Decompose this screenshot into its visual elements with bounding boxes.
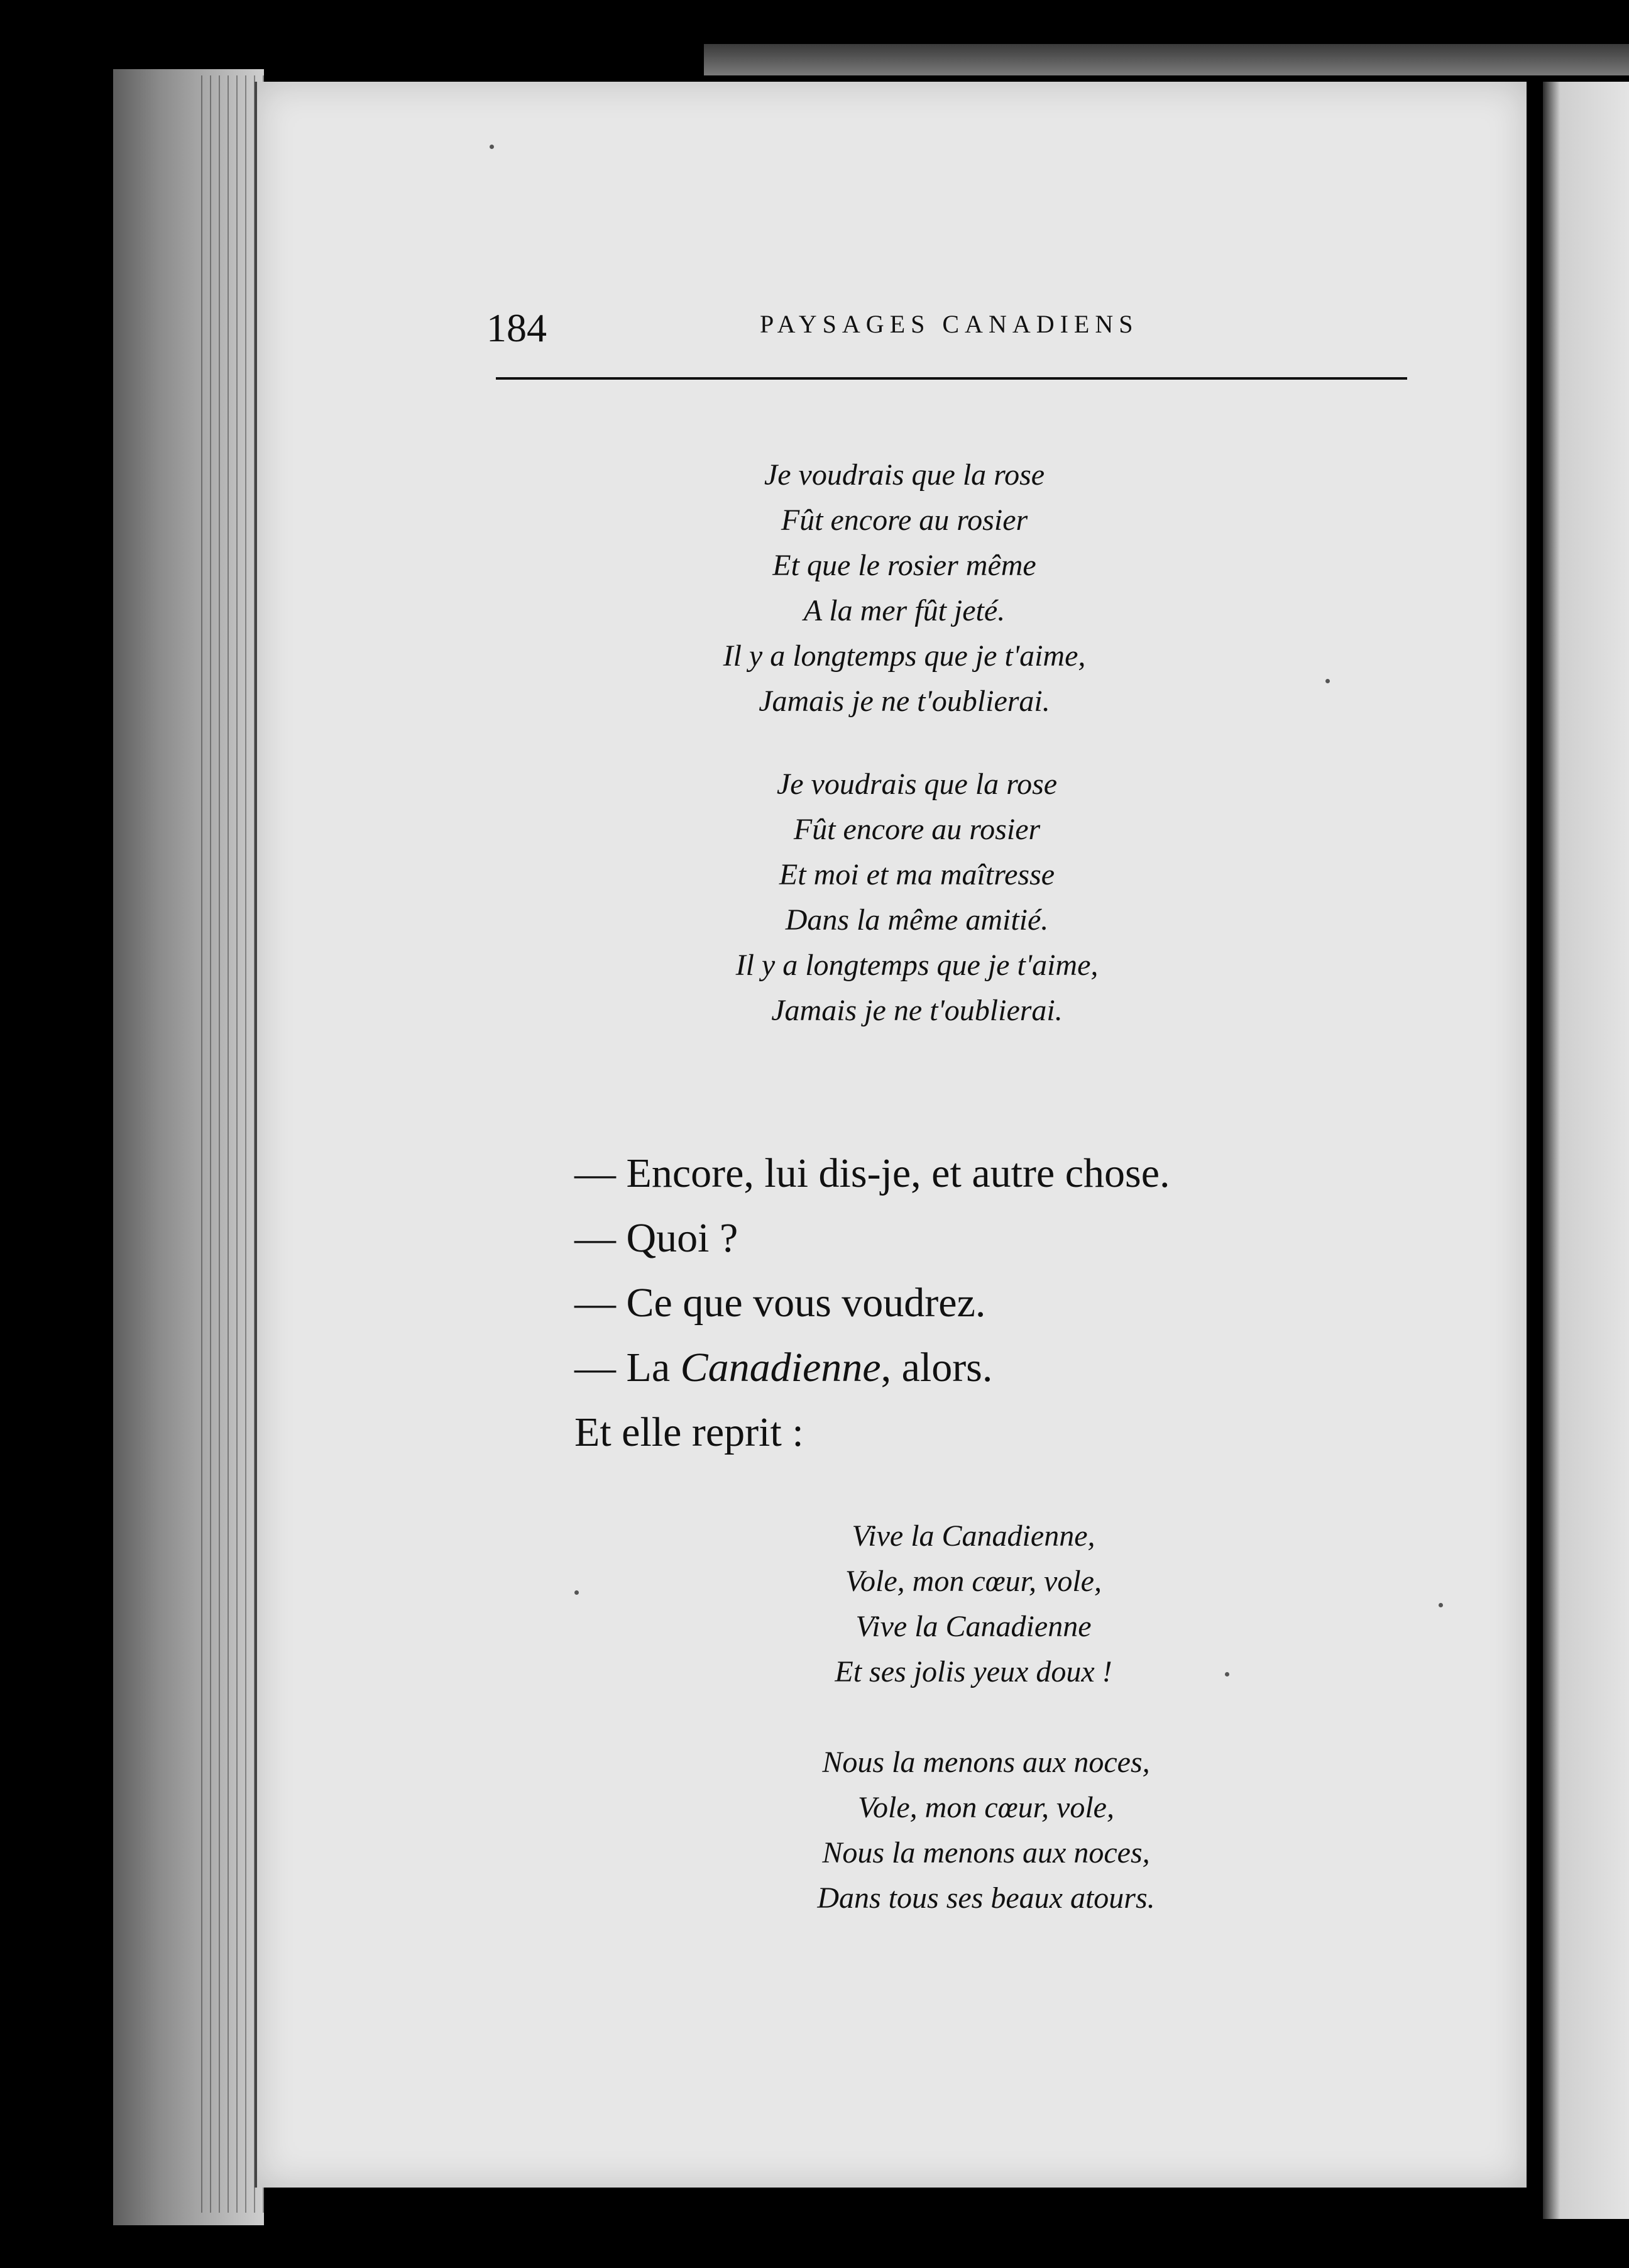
paper-speck [490, 145, 494, 149]
verse-stanza-1 [684, 453, 1124, 724]
running-head: PAYSAGES CANADIENS [760, 310, 1139, 338]
verse-line: Il y a longtemps que je t'aime, [723, 639, 1086, 673]
dialogue-block [574, 1141, 1170, 1465]
dialogue-line: — Ce que vous voudrez. [574, 1280, 986, 1326]
adjacent-page-edge [1543, 82, 1629, 2219]
dialogue-text: , alors. [880, 1345, 993, 1390]
paper-speck [1439, 1603, 1443, 1607]
verse-line: Nous la menons aux noces, [822, 1836, 1150, 1869]
verse-line: Fût encore au rosier [781, 504, 1028, 537]
top-binding-edge [704, 44, 1629, 75]
verse-line: A la mer fût jeté. [803, 594, 1006, 627]
verse-line: Je voudrais que la rose [764, 458, 1045, 492]
dialogue-line: — Quoi ? [574, 1215, 738, 1261]
verse-line: Je voudrais que la rose [776, 768, 1058, 801]
dialogue-line: — Encore, lui dis-je, et autre chose. [574, 1150, 1170, 1196]
dialogue-line: Et elle reprit : [574, 1409, 804, 1455]
header-rule [496, 377, 1407, 380]
verse-line: Vole, mon cœur, vole, [858, 1791, 1114, 1824]
verse-stanza-3 [779, 1514, 1168, 1695]
verse-stanza-2 [697, 762, 1137, 1033]
verse-line: Il y a longtemps que je t'aime, [735, 949, 1099, 982]
paper-speck [1325, 679, 1330, 683]
verse-line: Et que le rosier même [772, 549, 1036, 582]
verse-line: Nous la menons aux noces, [822, 1746, 1150, 1779]
paper-speck [1225, 1672, 1229, 1676]
verse-line: Dans la même amitié. [785, 903, 1049, 937]
verse-line: Et moi et ma maîtresse [779, 858, 1055, 891]
dialogue-text: — La [574, 1345, 681, 1390]
dialogue-line [574, 1335, 1170, 1400]
page-number: 184 [486, 306, 547, 350]
verse-line: Fût encore au rosier [793, 813, 1041, 846]
verse-line: Vive la Canadienne [855, 1610, 1092, 1643]
verse-line: Et ses jolis yeux doux ! [835, 1655, 1112, 1688]
verse-stanza-4 [785, 1740, 1187, 1921]
verse-line: Vive la Canadienne, [852, 1519, 1095, 1553]
verse-line: Jamais je ne t'oublierai. [771, 994, 1063, 1027]
page-sheet [255, 82, 1527, 2188]
verse-line: Dans tous ses beaux atours. [817, 1881, 1155, 1915]
verse-line: Vole, mon cœur, vole, [845, 1565, 1102, 1598]
verse-line: Jamais je ne t'oublierai. [759, 685, 1050, 718]
italic-title: Canadienne [680, 1345, 881, 1390]
paper-speck [574, 1590, 579, 1595]
